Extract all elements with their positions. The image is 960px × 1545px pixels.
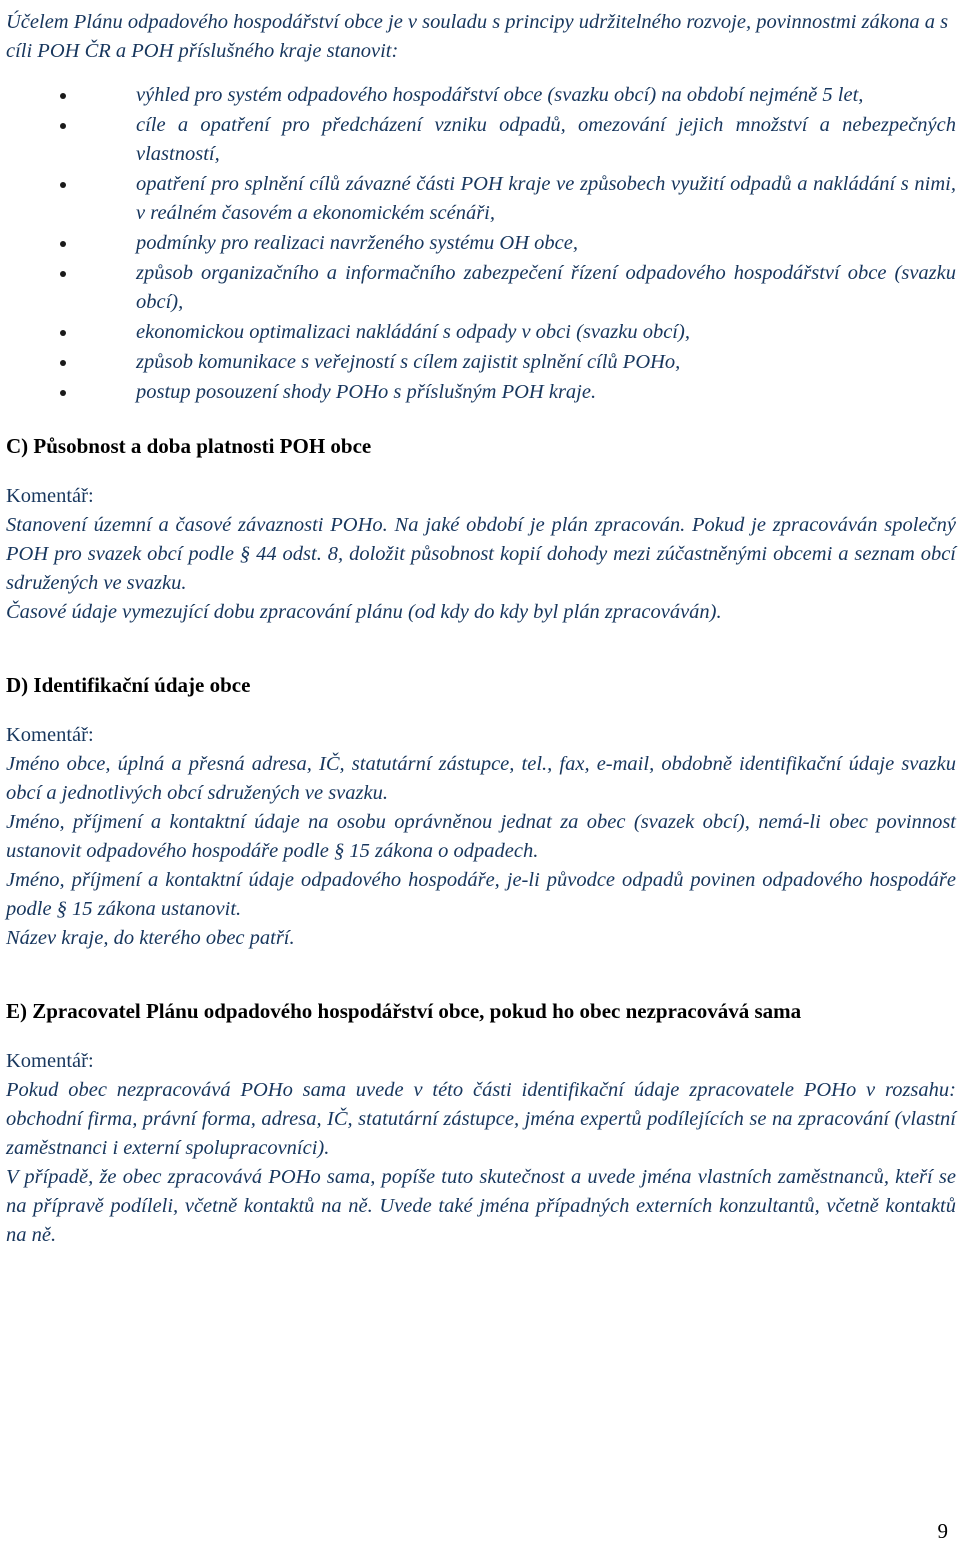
bullet-icon xyxy=(60,271,66,277)
bullet-icon xyxy=(60,241,66,247)
list-item xyxy=(6,81,956,110)
list-item xyxy=(6,348,956,377)
list-item-text: způsob organizačního a informačního zabezpečení řízení odpadového hospodářství obce (svazku obcí), xyxy=(136,262,956,313)
section-paragraph: Jméno, příjmení a kontaktní údaje na osobu oprávněnou jednat za obec (svazek obcí), nemá-li obec povinnost ustanovit odpadového hospodáře podle § 15 zákona o odpadech. xyxy=(6,811,956,862)
list-item-text: výhled pro systém odpadového hospodářství obce (svazku obcí) na období nejméně 5 let, xyxy=(136,84,864,106)
bullet-icon xyxy=(60,390,66,396)
section-paragraph: V případě, že obec zpracovává POHo sama, popíše tuto skutečnost a uvede jména vlastních zaměstnanců, kteří se na přípravě podíleli, včetně kontaktů na ně. Uvede také jména případných externích konzultantů, včetně kontaktů na ně. xyxy=(6,1166,956,1246)
comment-label: Komentář: xyxy=(6,1050,94,1072)
intro-paragraph: Účelem Plánu odpadového hospodářství obce je v souladu s principy udržitelného rozvoje, povinnostmi zákona a s cíli POH ČR a POH příslušného kraje stanovit: xyxy=(6,11,949,62)
document-page xyxy=(6,8,956,1250)
page-number: 9 xyxy=(937,1519,948,1543)
list-item xyxy=(6,318,956,347)
list-item-text: způsob komunikace s veřejností s cílem zajistit splnění cílů POHo, xyxy=(136,351,681,373)
section-heading: C) Působnost a doba platnosti POH obce xyxy=(6,434,372,458)
comment-label: Komentář: xyxy=(6,485,94,507)
bullet-icon xyxy=(60,330,66,336)
list-item xyxy=(6,259,956,317)
list-item-text: cíle a opatření pro předcházení vzniku odpadů, omezování jejich množství a nebezpečných vlastností, xyxy=(136,114,956,165)
section-paragraph: Jméno, příjmení a kontaktní údaje odpadového hospodáře, je-li původce odpadů povinen odpadového hospodáře podle § 15 zákona ustanovit. xyxy=(6,869,956,920)
section-paragraph: Jméno obce, úplná a přesná adresa, IČ, statutární zástupce, tel., fax, e-mail, obdobně identifikační údaje svazku obcí a jednotlivých obcí sdružených ve svazku. xyxy=(6,753,956,804)
list-item xyxy=(6,229,956,258)
list-item xyxy=(6,170,956,228)
section-paragraph: Stanovení územní a časové závaznosti POHo. Na jaké období je plán zpracován. Pokud je zpracováván společný POH pro svazek obcí podle § 44 odst. 8, doložit působnost kopií dohody mezi zúčastněnými obcemi a seznam obcí sdružených ve svazku. xyxy=(6,514,956,594)
list-item-text: podmínky pro realizaci navrženého systému OH obce, xyxy=(136,232,578,254)
section-d xyxy=(6,670,956,953)
goals-list xyxy=(6,81,956,407)
list-item-text: opatření pro splnění cílů závazné části POH kraje ve způsobech využití odpadů a nakládání s nimi, v reálném časovém a ekonomickém scénáři, xyxy=(136,173,956,224)
section-paragraph: Pokud obec nezpracovává POHo sama uvede v této části identifikační údaje zpracovatele POHo v rozsahu: obchodní firma, právní forma, adresa, IČ, statutární zástupce, jména expertů podílejících se na zpracování (vlastní zaměstnanci i externí spolupracovníci). xyxy=(6,1079,956,1159)
section-paragraph: Název kraje, do kterého obec patří. xyxy=(6,927,295,949)
section-paragraph: Časové údaje vymezující dobu zpracování plánu (od kdy do kdy byl plán zpracováván). xyxy=(6,601,722,623)
section-c xyxy=(6,431,956,627)
section-e xyxy=(6,996,956,1250)
list-item-text: ekonomickou optimalizaci nakládání s odpady v obci (svazku obcí), xyxy=(136,321,690,343)
bullet-icon xyxy=(60,123,66,129)
bullet-icon xyxy=(60,182,66,188)
section-heading: E) Zpracovatel Plánu odpadového hospodářství obce, pokud ho obec nezpracovává sama xyxy=(6,999,802,1023)
bullet-icon xyxy=(60,93,66,99)
list-item xyxy=(6,378,956,407)
list-item xyxy=(6,111,956,169)
section-heading: D) Identifikační údaje obce xyxy=(6,673,251,697)
list-item-text: postup posouzení shody POHo s příslušným POH kraje. xyxy=(136,381,597,403)
bullet-icon xyxy=(60,360,66,366)
comment-label: Komentář: xyxy=(6,724,94,746)
